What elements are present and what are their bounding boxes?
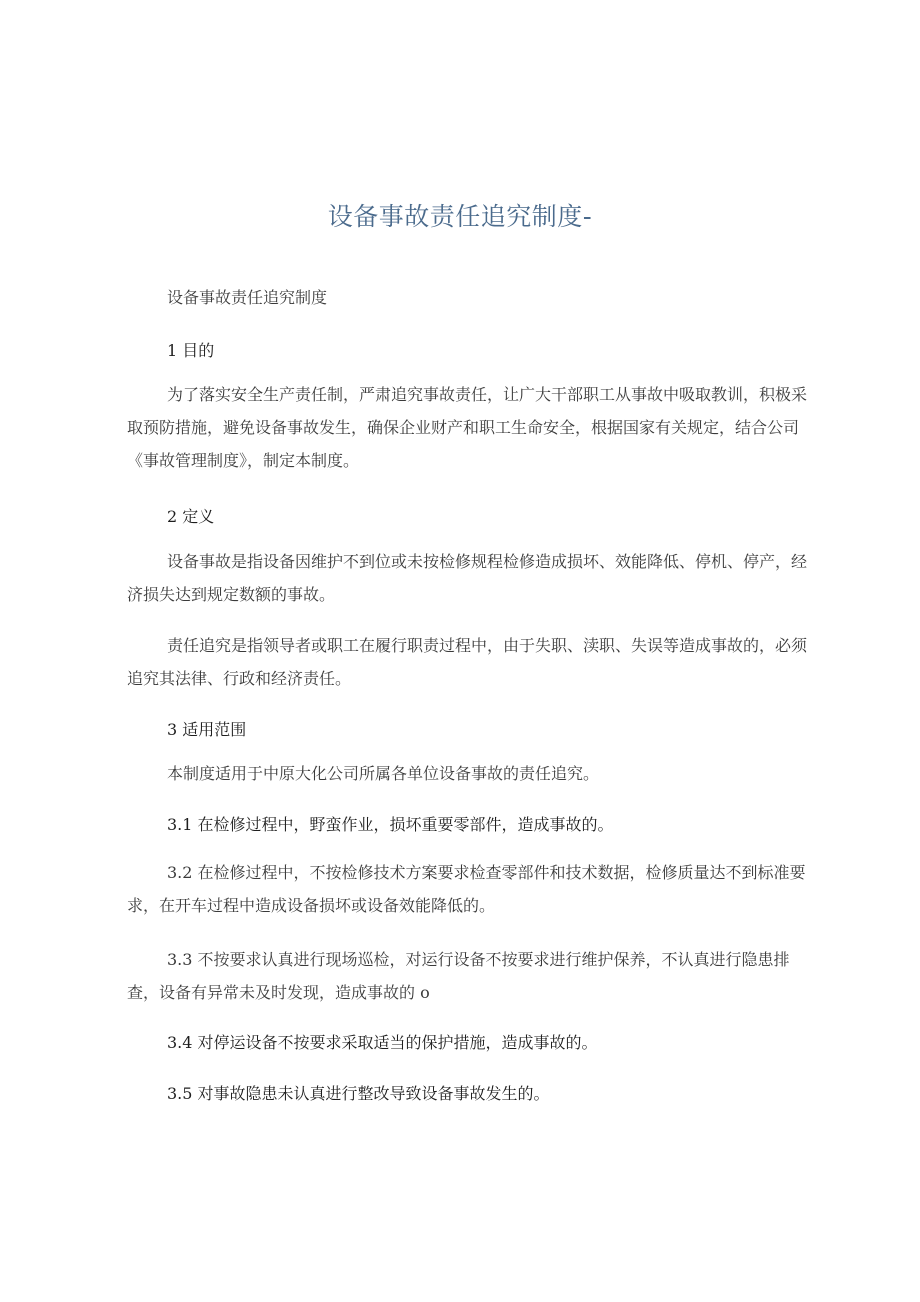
paragraph-definition-accountability: 责任追究是指领导者或职工在履行职责过程中，由于失职、渎职、失误等造成事故的，必须追究其法律、行政和经济责任。: [127, 636, 808, 688]
scope-item-3-5: 3.5 对事故隐患未认真进行整改导致设备事故发生的。: [167, 1084, 550, 1103]
scope-item-3-2: 3.2 在检修过程中，不按检修技术方案要求检查零部件和技术数据，检修质量达不到标准要求，在开车过程中造成设备损坏或设备效能降低的。: [127, 863, 806, 915]
section-heading-definition: 2 定义: [167, 507, 215, 526]
paragraph-scope: 本制度适用于中原大化公司所属各单位设备事故的责任追究。: [167, 764, 600, 783]
scope-item-3-3: 3.3 不按要求认真进行现场巡检，对运行设备不按要求进行维护保养，不认真进行隐患排查，设备有异常未及时发现，造成事故的 o: [127, 950, 790, 1002]
section-heading-purpose: 1 目的: [167, 341, 215, 360]
paragraph-purpose: 为了落实安全生产责任制，严肃追究事故责任，让广大干部职工从事故中吸取教训，积极采取预防措施，避免设备事故发生，确保企业财产和职工生命安全，根据国家有关规定，结合公司《事故管理制度》，制定本制度。: [127, 385, 808, 470]
scope-item-3-4: 3.4 对停运设备不按要求采取适当的保护措施，造成事故的。: [167, 1033, 598, 1052]
scope-item-3-1: 3.1 在检修过程中，野蛮作业，损坏重要零部件，造成事故的。: [167, 815, 614, 834]
section-heading-scope: 3 适用范围: [167, 720, 247, 739]
document-subtitle: 设备事故责任追究制度: [167, 288, 328, 307]
document-title: 设备事故责任追究制度-: [327, 202, 593, 231]
paragraph-definition-equipment-accident: 设备事故是指设备因维护不到位或未按检修规程检修造成损坏、效能降低、停机、停产，经济损失达到规定数额的事故。: [127, 552, 808, 604]
